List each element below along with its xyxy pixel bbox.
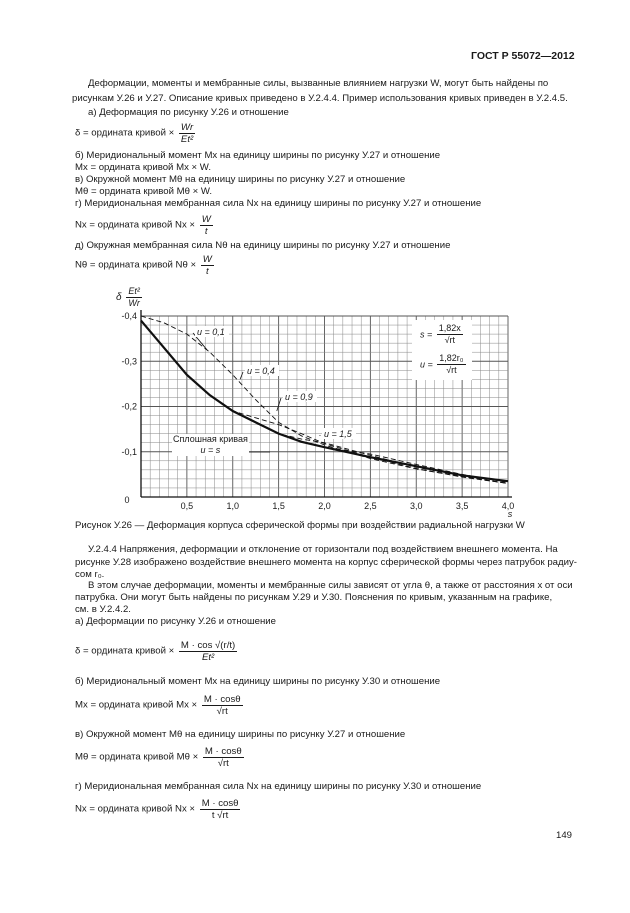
- curve-label: u = 1,5: [324, 429, 352, 439]
- formula-u-num: 1,82r₀: [439, 353, 464, 363]
- curve-label: u = 0,1: [197, 327, 225, 337]
- section-formula-d-den: t √rt: [211, 810, 229, 821]
- section-formula-c-lhs: Mθ = ордината кривой Mθ ×: [75, 751, 199, 763]
- x-tick-label: 4,0: [501, 501, 515, 511]
- formula-delta-den: Et²: [180, 134, 194, 145]
- section-p1-line3: сом r₀.: [75, 569, 105, 580]
- solid-curve-legend-1: Сплошная кривая: [173, 434, 248, 444]
- formula-s-lhs: s =: [420, 329, 433, 340]
- formula-u-den: √rt: [446, 365, 457, 375]
- x-tick-label: 2,0: [318, 501, 331, 511]
- item-b-eq: Mx = ордината кривой Mx × W.: [75, 162, 211, 173]
- formula-ntheta-den: t: [205, 266, 209, 277]
- section-p1-line2: рисунке У.28 изображено воздействие внешнего момента на корпус сферической формы через патрубок радиу-: [75, 557, 577, 568]
- y-axis-label-delta: δ: [116, 292, 122, 304]
- formula-nx-lhs: Nx = ордината кривой Nx ×: [75, 219, 196, 231]
- section-formula-b-num: M · cosθ: [203, 694, 241, 705]
- formula-s: [420, 323, 465, 346]
- section-item-a: а) Деформации по рисунку У.26 и отношение: [75, 616, 276, 627]
- page-number: 149: [556, 830, 573, 841]
- curve-label: u = 0,9: [285, 392, 313, 402]
- section-item-c: в) Окружной момент Mθ на единицу ширины по рисунку У.27 и отношение: [75, 729, 406, 740]
- x-tick-label: 3,5: [455, 501, 469, 511]
- section-formula-c-den: √rt: [217, 758, 229, 769]
- x-tick-label: 0,5: [180, 501, 194, 511]
- section-formula-a: [75, 640, 239, 663]
- formula-delta-lhs: δ = ордината кривой ×: [75, 127, 175, 139]
- section-formula-d-num: M · cosθ: [201, 798, 239, 809]
- item-a: а) Деформация по рисунку У.26 и отношение: [88, 107, 289, 118]
- intro-line-1: Деформации, моменты и мембранные силы, вызванные влиянием нагрузки W, могут быть найдены по: [88, 78, 549, 89]
- section-formula-b-den: √rt: [216, 706, 228, 717]
- section-formula-a-den: Et²: [201, 652, 215, 663]
- formula-ntheta-lhs: Nθ = ордината кривой Nθ ×: [75, 259, 197, 271]
- curve-label-leader: [240, 372, 243, 379]
- y-axis-label-den: Wr: [128, 298, 140, 308]
- solid-curve-legend: [172, 434, 249, 456]
- section-formula-b-lhs: Mx = ордината кривой Mx ×: [75, 699, 198, 711]
- x-tick-label: 3,0: [409, 501, 423, 511]
- intro-line-2: рисункам У.26 и У.27. Описание кривых приведено в У.2.4.4. Пример использования кривых приведен в У.2.4.5.: [72, 93, 568, 104]
- section-formula-a-num: M · cos √(r/t): [180, 640, 236, 651]
- origin-label: 0: [124, 495, 130, 505]
- x-tick-label: 1,0: [226, 501, 240, 511]
- y-axis-label: [116, 286, 144, 309]
- y-tick-label: -0,1: [121, 446, 137, 457]
- formula-s-den: √rt: [444, 335, 456, 345]
- section-formula-d: [75, 798, 242, 821]
- document-header: ГОСТ Р 55072—2012: [471, 50, 575, 62]
- item-d: г) Меридиональная мембранная сила Nx на единицу ширины по рисунку У.27 и отношение: [75, 198, 482, 209]
- section-formula-b: [75, 694, 245, 717]
- section-formula-c-num: M · cosθ: [204, 746, 242, 757]
- y-tick-label: -0,3: [121, 356, 137, 367]
- figure-caption: Рисунок У.26 — Деформация корпуса сферической формы при воздействии радиальной нагрузки W: [75, 520, 525, 531]
- curve-label: u = 0,4: [247, 366, 275, 376]
- formula-ntheta-num: W: [202, 254, 212, 265]
- item-b: б) Меридиональный момент Mx на единицу ширины по рисунку У.27 и отношение: [75, 150, 441, 161]
- section-formula-a-lhs: δ = ордината кривой ×: [75, 645, 175, 657]
- section-formula-d-lhs: Nx = ордината кривой Nx ×: [75, 803, 196, 815]
- formula-s-num: 1,82x: [438, 323, 461, 333]
- section-p2-line2: патрубка. Они могут быть найдены по рисункам У.29 и У.30. Пояснения по кривым, указанным на графике,: [75, 592, 553, 603]
- formula-nx-num: W: [201, 214, 211, 225]
- section-formula-c: [75, 746, 246, 769]
- x-axis-label: s: [507, 509, 513, 519]
- item-c-eq: Mθ = ордината кривой Mθ × W.: [75, 186, 213, 197]
- y-tick-label: -0,2: [121, 401, 137, 412]
- section-item-d: г) Меридиональная мембранная сила Nx на единицу ширины по рисунку У.30 и отношение: [75, 781, 482, 792]
- x-tick-label: 1,5: [272, 501, 285, 511]
- formula-delta-num: Wr: [179, 122, 195, 134]
- formula-u: [420, 353, 468, 376]
- section-item-b: б) Меридиональный момент Mx на единицу ширины по рисунку У.30 и отношение: [75, 676, 441, 687]
- section-p1-line1: У.2.4.4 Напряжения, деформации и отклонение от горизонтали под воздействием внешнего момента. На: [88, 544, 558, 555]
- item-e: д) Окружная мембранная сила Nθ на единицу ширины по рисунку У.27 и отношение: [75, 240, 451, 251]
- y-axis-label-num: Et²: [128, 286, 140, 296]
- section-p2-line3: см. в У.2.4.2.: [75, 604, 131, 615]
- item-c: в) Окружной момент Mθ на единицу ширины по рисунку У.27 и отношение: [75, 174, 406, 185]
- formula-u-lhs: u =: [420, 359, 433, 370]
- formula-nx-den: t: [204, 226, 208, 237]
- x-tick-label: 2,5: [364, 501, 377, 511]
- y-tick-label: -0,4: [121, 311, 137, 321]
- solid-curve-legend-2: u = s: [200, 445, 221, 455]
- section-p2-line1: В этом случае деформации, моменты и мембранные силы зависят от угла θ, а также от расстояния x от оси: [88, 580, 573, 591]
